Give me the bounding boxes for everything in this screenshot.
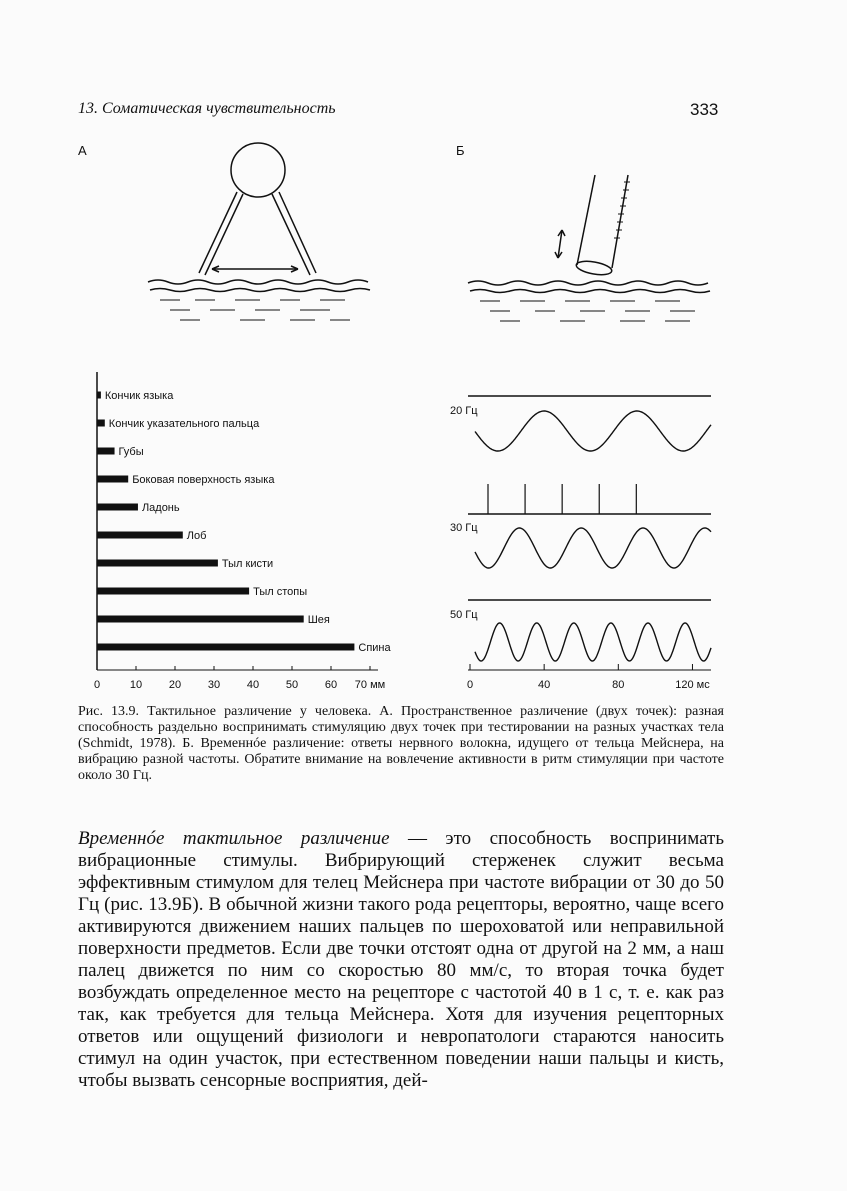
body-paragraph [78,828,724,1092]
caliper-illustration [148,143,370,320]
body-lead-term: Временнóе тактильное различение [78,828,390,849]
x-tick-label: 40 [538,679,551,691]
bar-label: Тыл кисти [221,558,274,570]
bar-label: Лоб [186,530,207,542]
bar [97,448,115,455]
bar-label: Тыл стопы [253,586,308,598]
bar [97,504,138,511]
x-tick-label: 80 [612,679,625,691]
bar [97,532,183,539]
panel-a-label: А [78,143,87,158]
sine-trace [475,528,711,568]
x-tick-label: 70 мм [354,679,386,691]
bar [97,616,304,623]
x-tick-label: 10 [129,679,143,691]
sine-trace [475,623,711,661]
sine-trace [475,411,711,451]
running-head: 13. Соматическая чувствительность [78,100,336,117]
x-tick-label: 120 мс [675,679,710,691]
panel-b-label: Б [456,143,465,158]
x-tick-label: 60 [324,679,338,691]
frequency-label: 30 Гц [450,522,478,534]
bar [97,588,249,595]
bar [97,392,101,399]
bar-label: Губы [118,446,144,458]
page-number: 333 [690,100,719,119]
bar [97,560,218,567]
x-tick-label: 0 [93,679,101,691]
bar [97,644,354,651]
figure-caption: Рис. 13.9. Тактильное различение у человека. А. Пространственное различение (двух точек): разная способность раздельно воспринимать стимуляцию двух точек при тестировании на разных участках тела (Schmidt, 1978). Б. Временнóе различение: ответы нервного волокна, идущего от тельца Мейснера, на вибрацию разной частоты. Обратите внимание на вовлечение активности в ритм стимуляции при частоте около 30 Гц. [78,704,724,783]
x-tick-label: 50 [285,679,299,691]
vibrating-rod-illustration [468,175,710,321]
x-tick-label: 0 [466,679,474,691]
bar-label: Боковая поверхность языка [132,474,275,486]
bar-label: Кончик указательного пальца [108,418,260,430]
frequency-label: 20 Гц [450,405,478,417]
body-text-content: — это способность воспринимать вибрационные стимулы. Вибрирующий стерженек служит весьма эффективным стимулом для телец Мейснера при частоте вибрации от 30 до 50 Гц (рис. 13.9Б). В обычной жизни такого рода рецепторы, вероятно, чаще всего активируются движением наших пальцев по шероховатой или неправильной поверхности предметов. Если две точки отстоят одна от другой на 2 мм, а наш палец движется по ним со скоростью 80 мм/с, то вторая точка будет возбуждать определенное место на рецепторе с частотой 40 в 1 с, т. е. как раз так, как требуется для тельца Мейснера. Хотя для изучения рецепторных ответов или ощущений физиологи и невропатологи стараются наносить стимул на один участок, при естественном поведении наши пальцы и кисть, чтобы вызвать сенсорные восприятия, дей- [78,828,724,1091]
vibration-traces [450,396,711,691]
bar-label: Шея [307,614,330,626]
bar-label: Спина [358,642,391,654]
x-tick-label: 20 [168,679,182,691]
two-point-bar-chart [94,372,392,691]
frequency-label: 50 Гц [450,609,478,621]
bar [97,420,105,427]
x-tick-label: 40 [246,679,260,691]
x-tick-label: 30 [207,679,221,691]
bar-label: Ладонь [141,502,180,514]
bar [97,476,128,483]
bar-label: Кончик языка [104,390,174,402]
